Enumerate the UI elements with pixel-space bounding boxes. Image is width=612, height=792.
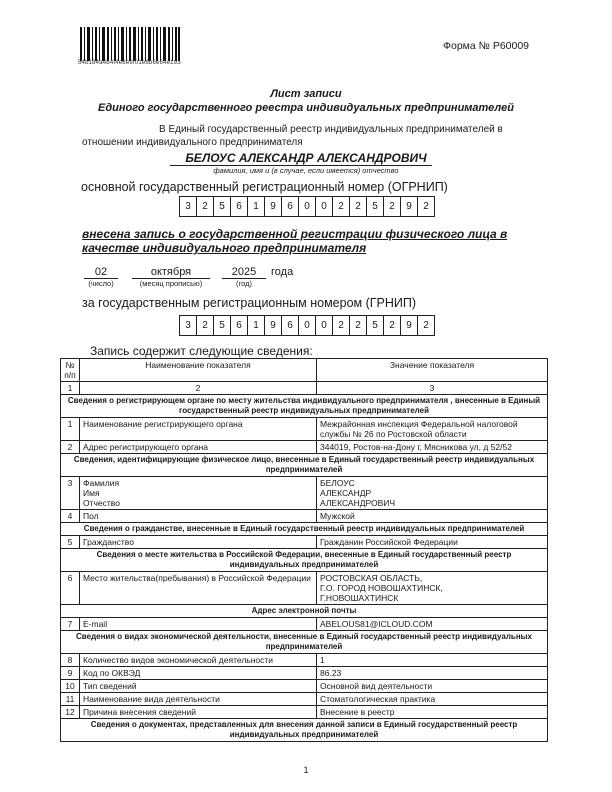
surname-label: Фамилия (83, 478, 120, 488)
table-row (61, 536, 548, 549)
digit-cell: 9 (401, 197, 418, 216)
document-subtitle: Единого государственного реестра индивидуальных предпринимателей (98, 102, 514, 114)
row-name: Наименование регистрирующего органа (80, 418, 317, 441)
index-cell: 3 (317, 382, 548, 395)
grnip-label: за государственным регистрационным номером (ГРНИП) (82, 296, 417, 310)
row-value: Стоматологическая практика (317, 693, 548, 706)
row-name (80, 477, 317, 510)
ogrnip-digits (179, 196, 435, 217)
table-row (61, 418, 548, 441)
row-name: Пол (80, 510, 317, 523)
section-header: Сведения о гражданстве, внесенные в Единый государственный реестр индивидуальных предпринимателей (61, 523, 548, 536)
ogrnip-label: основной государственный регистрационный номер (ОГРНИП) (81, 180, 448, 194)
patronymic-value: АЛЕКСАНДРОВИЧ (320, 498, 396, 508)
digit-cell: 2 (333, 197, 350, 216)
section-header: Адрес электронной почты (61, 605, 548, 618)
table-row (61, 510, 548, 523)
row-value: 1 (317, 654, 548, 667)
address-line: Г.НОВОШАХТИНСК (320, 593, 399, 603)
digit-cell: 2 (197, 197, 214, 216)
row-name: Наименование вида деятельности (80, 693, 317, 706)
table-intro: Запись содержит следующие сведения: (90, 344, 313, 358)
table-index-row (61, 382, 548, 395)
surname-value: БЕЛОУС (320, 478, 355, 488)
digit-cell: 0 (299, 316, 316, 335)
barcode-number: 54b184a4b4f4e6e9f01e6b6e64e193 (78, 60, 181, 66)
digit-cell: 5 (367, 197, 384, 216)
entry-line-1: внесена запись о государственной регистрации физического лица в (82, 227, 508, 241)
entry-statement (82, 227, 507, 255)
table-row (61, 618, 548, 631)
patronymic-label: Отчество (83, 498, 120, 508)
digit-cell: 2 (423, 320, 429, 331)
entry-line-2: качестве индивидуального предпринимателя (82, 241, 367, 255)
row-value: 344019, Ростов-на-Дону г, Мясникова ул, д 52/52 (317, 441, 548, 454)
month-caption: (месяц прописью) (139, 279, 203, 288)
grnip-digits (179, 315, 435, 336)
row-name: Тип сведений (80, 680, 317, 693)
digit-cell: 3 (180, 316, 197, 335)
date-month: октября (132, 266, 210, 279)
table-header-row (61, 359, 548, 382)
digit-cell: 0 (316, 197, 333, 216)
row-name: Код по ОКВЭД (80, 667, 317, 680)
year-caption: (год) (236, 279, 252, 288)
registry-table (60, 358, 548, 742)
digit-cell: 2 (197, 316, 214, 335)
row-num: 1 (61, 418, 80, 441)
row-name: Причина внесения сведений (80, 706, 317, 719)
section-header: Сведения, идентифицирующие физическое лицо, внесенные в Единый государственный реестр индивидуальных предпринимателей (61, 454, 548, 477)
document-title: Лист записи (270, 88, 342, 100)
date-year: 2025 (222, 266, 266, 279)
section-header: Сведения о регистрирующем органе по месту жительства индивидуального предпринимателя , внесенные в Единый государственный реестр индивидуальных предпринимателей (61, 395, 548, 418)
digit-cell: 2 (333, 316, 350, 335)
row-num: 5 (61, 536, 80, 549)
table-row (61, 477, 548, 510)
header-value: Значение показателя (317, 359, 548, 382)
table-row (61, 680, 548, 693)
first-name-label: Имя (83, 488, 100, 498)
section-header: Сведения о месте жительства в Российской Федерации, внесенные в Единый государственный реестр индивидуальных предпринимателей (61, 549, 548, 572)
row-name: Гражданство (80, 536, 317, 549)
row-value: ABELOUS81@ICLOUD.COM (317, 618, 548, 631)
digit-cell: 0 (316, 316, 333, 335)
digit-cell: 2 (423, 201, 429, 212)
row-name: E-mail (80, 618, 317, 631)
row-value: Основной вид деятельности (317, 680, 548, 693)
form-number: Форма № Р60009 (443, 40, 530, 52)
row-num: 10 (61, 680, 80, 693)
digit-cell: 9 (265, 197, 282, 216)
row-num: 9 (61, 667, 80, 680)
address-line: РОСТОВСКАЯ ОБЛАСТЬ, (320, 573, 423, 583)
row-num: 4 (61, 510, 80, 523)
digit-cell: 3 (180, 197, 197, 216)
digit-cell: 6 (231, 316, 248, 335)
row-value (317, 477, 548, 510)
row-value (317, 572, 548, 605)
digit-cell: 2 (350, 197, 367, 216)
first-name-value: АЛЕКСАНДР (320, 488, 372, 498)
header-name: Наименование показателя (80, 359, 317, 382)
digit-cell: 2 (384, 316, 401, 335)
row-value: Гражданин Российской Федерации (317, 536, 548, 549)
row-num: 11 (61, 693, 80, 706)
page-number: 1 (303, 765, 309, 775)
row-num: 7 (61, 618, 80, 631)
digit-cell: 9 (265, 316, 282, 335)
row-name: Адрес регистрирующего органа (80, 441, 317, 454)
digit-cell: 5 (214, 197, 231, 216)
row-name: Место жительства(пребывания) в Российской Федерации (80, 572, 317, 605)
digit-cell: 2 (350, 316, 367, 335)
digit-cell: 6 (231, 197, 248, 216)
date-day: 02 (84, 266, 118, 279)
row-value: Мужской (317, 510, 548, 523)
digit-cell: 2 (384, 197, 401, 216)
index-cell: 2 (80, 382, 317, 395)
row-name: Количество видов экономической деятельности (80, 654, 317, 667)
digit-cell: 6 (282, 316, 299, 335)
barcode-image (80, 27, 180, 61)
date-suffix: года (271, 266, 294, 278)
row-value: Внесение в реестр (317, 706, 548, 719)
section-header: Сведения о видах экономической деятельности, внесенные в Единый государственный реестр индивидуальных предпринимателей (61, 631, 548, 654)
digit-cell: 0 (299, 197, 316, 216)
header-num: № п/п (61, 359, 80, 382)
row-num: 6 (61, 572, 80, 605)
table-row (61, 706, 548, 719)
table-row (61, 654, 548, 667)
day-caption: (число) (88, 279, 114, 288)
row-num: 2 (61, 441, 80, 454)
table-row (61, 667, 548, 680)
name-caption: фамилия, имя и (в случае, если имеется) отчество (213, 166, 399, 175)
digit-cell: 1 (248, 316, 265, 335)
digit-cell: 5 (214, 316, 231, 335)
digit-cell: 1 (248, 197, 265, 216)
section-header: Сведения о документах, представленных для внесения данной записи в Единый государственный реестр индивидуальных предпринимателей (61, 719, 548, 742)
intro-line-2: отношении индивидуального предпринимателя (82, 137, 303, 148)
row-num: 8 (61, 654, 80, 667)
row-value: Межрайонная инспекция Федеральной налоговой службы № 26 по Ростовской области (317, 418, 548, 441)
digit-cell: 9 (401, 316, 418, 335)
table-row (61, 693, 548, 706)
entrepreneur-name: БЕЛОУС АЛЕКСАНДР АЛЕКСАНДРОВИЧ (185, 151, 427, 165)
row-value: 86.23 (317, 667, 548, 680)
digit-cell: 6 (282, 197, 299, 216)
index-cell: 1 (61, 382, 80, 395)
intro-line-1: В Единый государственный реестр индивидуальных предпринимателей в (159, 124, 503, 135)
row-num: 12 (61, 706, 80, 719)
table-row (61, 572, 548, 605)
row-num: 3 (61, 477, 80, 510)
address-line: Г.О. ГОРОД НОВОШАХТИНСК, (320, 583, 443, 593)
table-row (61, 441, 548, 454)
digit-cell: 5 (367, 316, 384, 335)
